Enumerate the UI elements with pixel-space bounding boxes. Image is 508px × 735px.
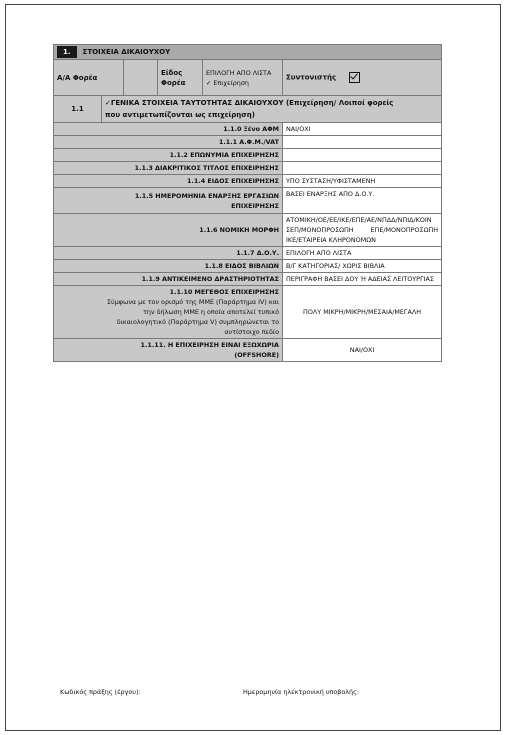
- legal-form-field[interactable]: [283, 214, 442, 247]
- company-size-label: [54, 286, 283, 339]
- start-date-label-line2: ΕΠΙΧΕΙΡΗΣΗΣ: [231, 201, 279, 210]
- aa-foreas-label: Α/Α Φορέα: [54, 60, 124, 96]
- table-row: [54, 162, 442, 175]
- company-name-label: 1.1.2 ΕΠΩΝΥΜΙΑ ΕΠΙΧΕΙΡΗΣΗΣ: [54, 149, 283, 162]
- coordinator-label: Συντονιστής: [286, 73, 337, 82]
- eidos-label-line2: Φορέα: [161, 78, 186, 87]
- tax-office-label: 1.1.7 Δ.Ο.Υ.: [54, 247, 283, 260]
- section-title: [54, 45, 442, 60]
- company-size-label-line2: Σύμφωνα με τον ορισμό της ΜΜΕ (Παράρτημα IV) και: [106, 298, 279, 306]
- company-size-label-line4: δικαιολογητικό (Παράρτημα V) συμπληρώνεται το: [116, 318, 279, 326]
- offshore-field[interactable]: ΝΑΙ/ΟΧΙ: [283, 339, 442, 362]
- company-size-label-line5: αντίστοιχο πεδίο: [224, 328, 279, 336]
- section-title-row: [54, 45, 442, 60]
- distinctive-title-field[interactable]: [283, 162, 442, 175]
- books-type-field[interactable]: Β/Γ ΚΑΤΗΓΟΡΙΑΣ/ ΧΩΡΙΣ ΒΙΒΛΙΑ: [283, 260, 442, 273]
- table-row: [54, 273, 442, 286]
- header-row: [54, 60, 442, 96]
- tax-office-field[interactable]: ΕΠΙΛΟΓΗ ΑΠΟ ΛΙΣΤΑ: [283, 247, 442, 260]
- activity-label: 1.1.9 ΑΝΤΙΚΕΙΜΕΝΟ ΔΡΑΣΤΗΡΙΟΤΗΤΑΣ: [54, 273, 283, 286]
- legal-form-line1: ΑΤΟΜΙΚΗ/ΟΕ/ΕΕ/ΙΚΕ/ΕΠΕ/ΑΕ/ΝΠΔΔ/ΝΠΙΔ/ΚΟΙΝ: [286, 216, 432, 224]
- offshore-label-line1: 1.1.11. Η ΕΠΙΧΕΙΡΗΣΗ ΕΙΝΑΙ ΕΞΩΧΩΡΙΑ: [140, 341, 279, 349]
- project-code-label: Κωδικός πράξης (έργου):: [60, 688, 141, 696]
- company-name-field[interactable]: [283, 149, 442, 162]
- table-row: [54, 339, 442, 362]
- afm-vat-field[interactable]: [283, 136, 442, 149]
- aa-foreas-value[interactable]: [124, 60, 158, 96]
- offshore-label-line2: (OFFSHORE): [234, 351, 279, 359]
- company-size-label-line3: την δήλωση ΜΜΕ η οποία αποτελεί τυπικό: [143, 308, 279, 316]
- afm-vat-label: 1.1.1 Α.Φ.Μ./VAT: [54, 136, 283, 149]
- legal-form-label: 1.1.6 ΝΟΜΙΚΗ ΜΟΡΦΗ: [54, 214, 283, 247]
- table-row: [54, 247, 442, 260]
- legal-form-line3: ΙΚΕ/ΕΤΑΙΡΕΙΑ ΚΛΗΡΟΝΟΜΩΝ: [286, 236, 376, 244]
- foreign-afm-field[interactable]: ΝΑΙ/ΟΧΙ: [283, 123, 442, 136]
- table-row: [54, 136, 442, 149]
- eidos-label-line1: Είδος: [161, 68, 183, 77]
- company-size-label-line1: 1.1.10 ΜΕΓΕΘΟΣ ΕΠΙΧΕΙΡΗΣΗΣ: [169, 288, 279, 296]
- distinctive-title-label: 1.1.3 ΔΙΑΚΡΙΤΙΚΟΣ ΤΙΤΛΟΣ ΕΠΙΧΕΙΡΗΣΗΣ: [54, 162, 283, 175]
- table-row: [54, 188, 442, 214]
- section-title-text: ΣΤΟΙΧΕΙΑ ΔΙΚΑΙΟΥΧΟΥ: [82, 48, 171, 56]
- start-date-label: [54, 188, 283, 214]
- subsection-title-line2: που αντιμετωπίζονται ως επιχείρηση): [105, 111, 255, 119]
- legal-form-line2: ΣΕΠ/ΜΟΝΟΠΡΟΣΩΠΗ ΕΠΕ/ΜΟΝΟΠΡΟΣΩΠΗ: [286, 226, 439, 234]
- start-date-label-line1: 1.1.5 ΗΜΕΡΟΜΗΝΙΑ ΕΝΑΡΞΗΣ ΕΡΓΑΣΙΩΝ: [134, 191, 279, 200]
- company-size-field[interactable]: ΠΟΛΥ ΜΙΚΡΗ/ΜΙΚΡΗ/ΜΕΣΑΙΑ/ΜΕΓΑΛΗ: [283, 286, 442, 339]
- coordinator-cell: [283, 60, 442, 96]
- table-row: [54, 260, 442, 273]
- subsection-title: [102, 96, 442, 123]
- start-date-field[interactable]: ΒΑΣΕΙ ΕΝΑΡΞΗΣ ΑΠΟ Δ.Ο.Υ.: [283, 188, 442, 214]
- table-row: [54, 123, 442, 136]
- foreign-afm-label: 1.1.0 Ξένο ΑΦΜ: [54, 123, 283, 136]
- eidos-foreas-label: [158, 60, 203, 96]
- subsection-row: [54, 96, 442, 123]
- books-type-label: 1.1.8 ΕΙΔΟΣ ΒΙΒΛΙΩΝ: [54, 260, 283, 273]
- eidos-selected-value: ✓ Επιχείρηση: [206, 78, 249, 87]
- subsection-number: 1.1: [54, 96, 102, 123]
- table-row: [54, 149, 442, 162]
- table-row: [54, 286, 442, 339]
- offshore-label: [54, 339, 283, 362]
- submission-date-label: Ημερομηνία ηλεκτρονική υποβολής:: [243, 688, 360, 696]
- section-number: 1.: [57, 46, 77, 58]
- table-row: [54, 175, 442, 188]
- subsection-title-line1: ✓ΓΕΝΙΚΑ ΣΤΟΙΧΕΙΑ ΤΑΥΤΟΤΗΤΑΣ ΔΙΚΑΙΟΥΧΟΥ (Επιχείρηση/ Λοιποί φορείς: [105, 99, 394, 107]
- company-type-field[interactable]: ΥΠΟ ΣΥΣΤΑΣΗ/ΥΦΙΣΤΑΜΕΝΗ: [283, 175, 442, 188]
- table-row: [54, 214, 442, 247]
- beneficiary-form-table: [53, 44, 442, 362]
- company-type-label: 1.1.4 ΕΙΔΟΣ ΕΠΙΧΕΙΡΗΣΗΣ: [54, 175, 283, 188]
- eidos-foreas-select[interactable]: [203, 60, 283, 96]
- eidos-select-prompt: ΕΠΙΛΟΓΗ ΑΠΟ ΛΙΣΤΑ: [206, 68, 272, 77]
- activity-field[interactable]: ΠΕΡΙΓΡΑΦΗ ΒΑΣΕΙ ΔΟΥ Ή ΑΔΕΙΑΣ ΛΕΙΤΟΥΡΓΙΑΣ: [283, 273, 442, 286]
- coordinator-checkbox[interactable]: [349, 72, 360, 83]
